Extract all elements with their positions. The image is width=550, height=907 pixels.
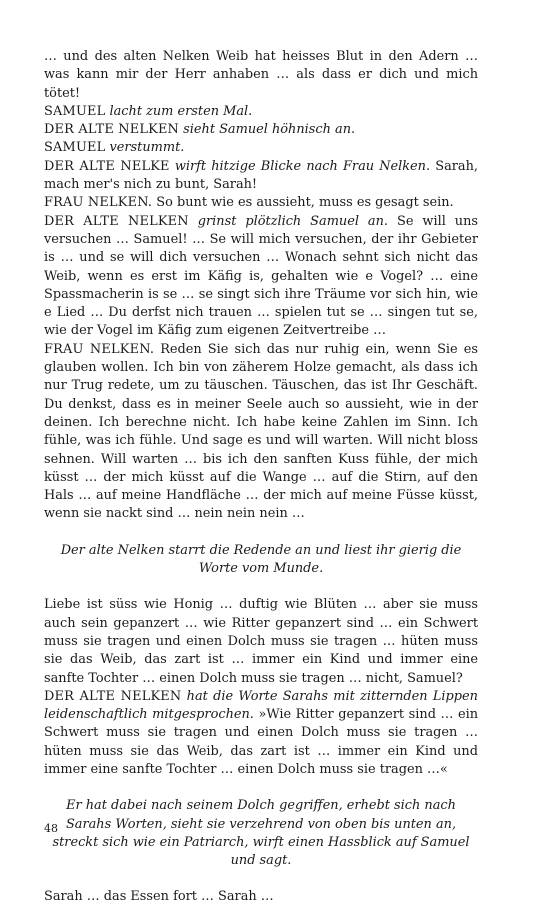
speech-text: »Wie Ritter gepanzert sind … ein Schwert muss sie tragen und einen Dolch muss sie tragen … hüten muss sie das Weib, das zart ist … immer ein Kind und immer eine sanfte Tochter … einen Dolch muss sie tragen …« bbox=[44, 707, 478, 777]
speech-line bbox=[44, 48, 478, 103]
speech-line bbox=[44, 139, 478, 157]
speaker-name: SAMUEL bbox=[44, 140, 106, 156]
speaker-name: DER ALTE NELKEN bbox=[44, 213, 189, 229]
speech-text: Reden Sie sich das nur ruhig ein, wenn Sie es glauben wollen. Ich bin von zäherem Holze gemacht, als dass ich nur Trug redete, um zu täuschen. Täuschen, das ist Ihr Geschäft. Du denkst, dass es in meiner Seele auch so aussieht, wie in der deinen. Ich berechne nicht. Ich habe keine Zahlen im Sinn. Ich fühle, was ich fühle. Und sage es und will warten. Will nicht bloss sehnen. Will warten … bis ich den sanften Kuss fühle, der mich küsst … der mich küsst auf die Wange … auf die Stirn, auf den Hals … auf meine Handfläche … der mich auf meine Füsse küsst, wenn sie nackt sind … nein nein nein … bbox=[44, 341, 478, 522]
speech-line bbox=[44, 888, 478, 906]
stage-direction: lacht zum ersten Mal. bbox=[109, 103, 253, 119]
stage-direction: wirft hitzige Blicke nach Frau Nelken. bbox=[174, 158, 431, 174]
speaker-name: FRAU NELKEN. bbox=[44, 195, 153, 211]
dialogue-block-3 bbox=[44, 888, 478, 906]
dialogue-block-1 bbox=[44, 48, 478, 524]
stage-direction: hat die Worte Sarahs mit zitternden Lippen leidenschaftlich mitgesprochen. bbox=[44, 688, 478, 723]
speech-line bbox=[44, 194, 478, 212]
speech-text: Liebe ist süss wie Honig … duftig wie Blüten … aber sie muss auch sein gepanzert … wie Ritter gepanzert sind … ein Schwert muss sie tragen und einen Dolch muss sie tragen … hüten muss sie das Weib, das zart ist … immer ein Kind und immer eine sanfte Tochter … einen Dolch muss sie tragen … nicht, Samuel? bbox=[44, 597, 478, 686]
speaker-name: DER ALTE NELKEN bbox=[44, 122, 180, 138]
page-number: 48 bbox=[44, 822, 58, 835]
speaker-name: DER ALTE NELKE bbox=[44, 158, 170, 174]
dialogue-block-2 bbox=[44, 596, 478, 779]
speech-line bbox=[44, 103, 478, 121]
speaker-name: DER ALTE NELKEN bbox=[44, 688, 182, 704]
speech-text: Sarah, mach mer's nich zu bunt, Sarah! bbox=[44, 158, 479, 193]
stage-direction-centered: Er hat dabei nach seinem Dolch gegriffen, erhebt sich nach Sarahs Worten, sieht sie verzehrend von oben bis unten an, streckt sich wie ein Patriarch, wirft einen Hassblick auf Samuel und sagt. bbox=[52, 798, 470, 869]
speaker-name: SAMUEL bbox=[44, 103, 106, 119]
speech-line bbox=[44, 341, 478, 524]
speech-text: Sarah … das Essen fort … Sarah … bbox=[44, 889, 274, 905]
speech-line bbox=[44, 213, 478, 341]
speech-line bbox=[44, 158, 478, 195]
speech-text: So bunt wie es aussieht, muss es gesagt sein. bbox=[156, 195, 454, 211]
stage-direction-centered: Der alte Nelken starrt die Redende an und liest ihr gierig die Worte vom Munde. bbox=[60, 542, 462, 577]
page-body bbox=[44, 48, 478, 907]
speech-line bbox=[44, 596, 478, 687]
stage-direction: verstummt. bbox=[109, 140, 185, 156]
speaker-name: FRAU NELKEN. bbox=[44, 341, 155, 357]
stage-direction: grinst plötzlich Samuel an. bbox=[197, 213, 389, 229]
speech-line bbox=[44, 121, 478, 139]
stage-direction: sieht Samuel höhnisch an. bbox=[183, 122, 356, 138]
speech-text: Se will uns versuchen … Samuel! … Se will mich versuchen, der ihr Gebieter is … und se will dich versuchen … Wonach sehnt sich nicht das Weib, wenn es erst im Käfig is, gehalten wie e Vogel? … eine Spassmacherin is se … se singt sich ihre Träume vor sich hin, wie e Lied … Du derfst nich trauen … spielen tut se … singen tut se, wie der Vogel im Käfig zum eigenen Zeitvertreibe … bbox=[44, 213, 479, 339]
speech-line bbox=[44, 688, 478, 779]
speech-text: … und des alten Nelken Weib hat heisses Blut in den Adern … was kann mir der Herr anhaben … als dass er dich und mich tötet! bbox=[44, 49, 478, 101]
